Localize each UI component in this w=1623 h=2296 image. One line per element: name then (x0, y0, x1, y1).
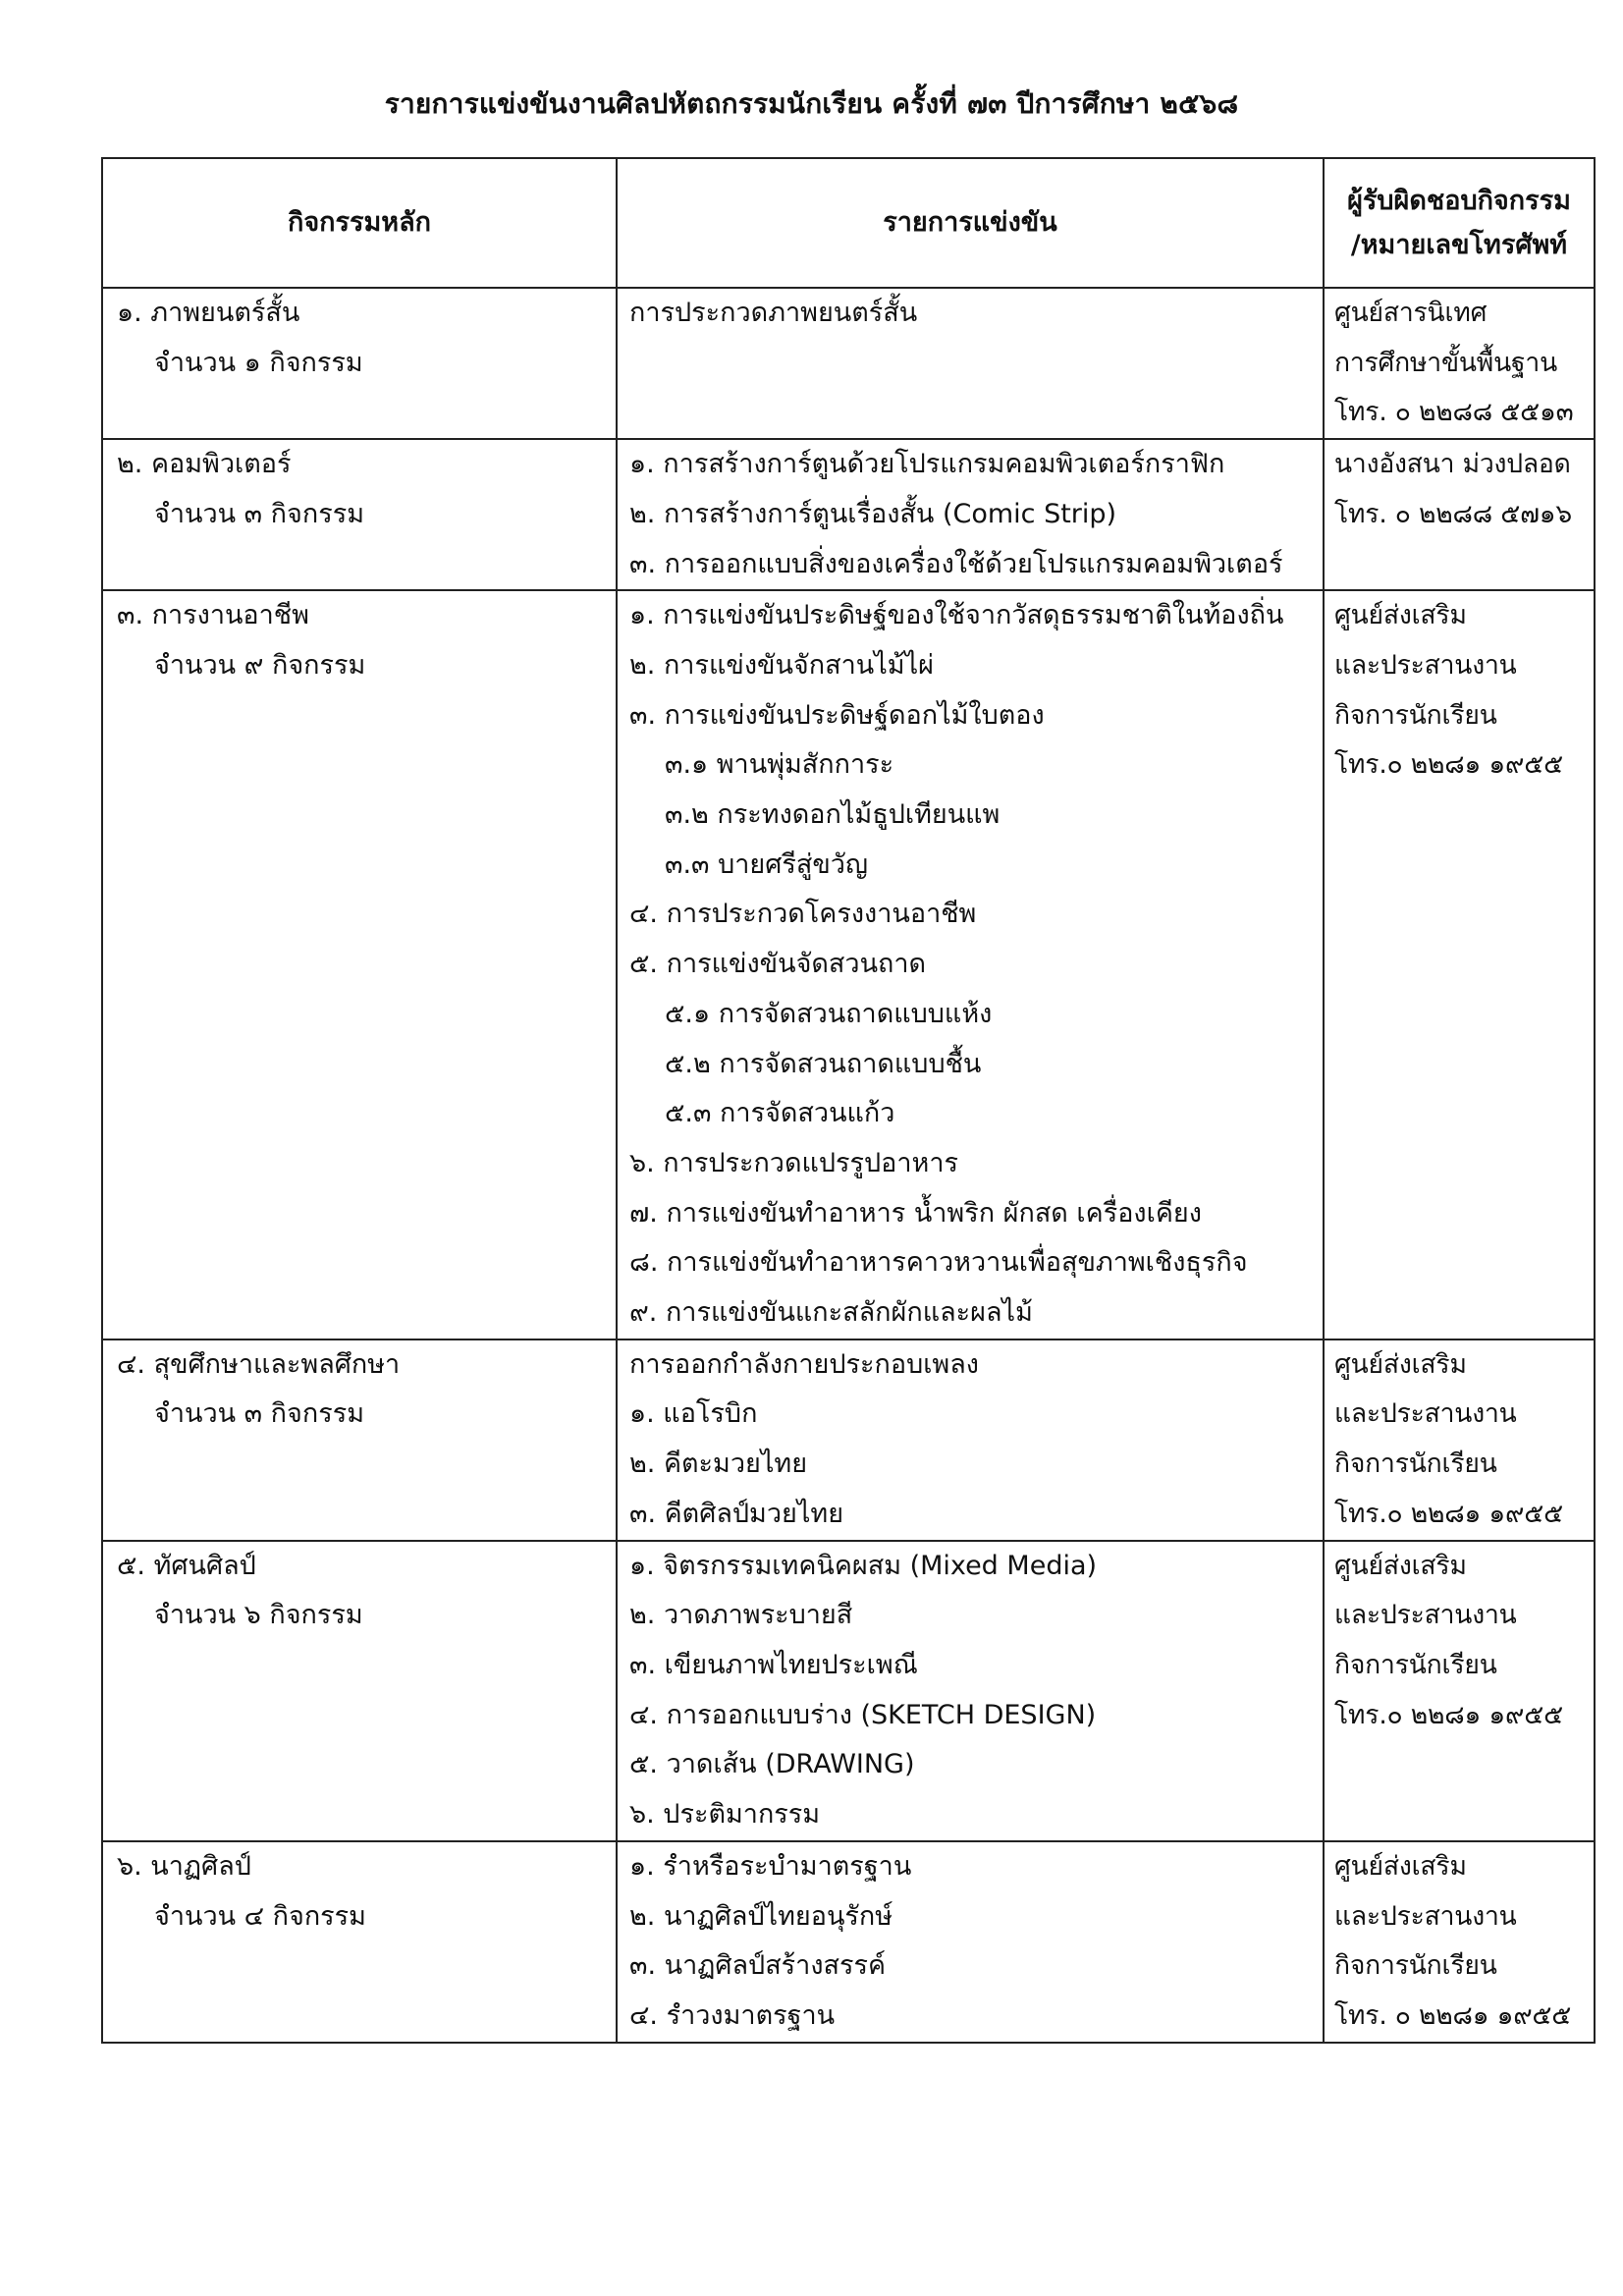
competition-table (101, 157, 1596, 2044)
table-row (102, 439, 1595, 590)
responsible-cell (1324, 439, 1595, 590)
competition-item: การออกกำลังกายประกอบเพลง (629, 1348, 979, 1380)
competition-item: ๒. นาฏศิลป์ไทยอนุรักษ์ (629, 1900, 893, 1932)
competition-items-cell (617, 439, 1324, 590)
main-activity-cell (102, 1841, 617, 2043)
responsible-line: กิจการนักเรียน (1334, 1950, 1497, 1982)
responsible-cell (1324, 1541, 1595, 1841)
competition-item: ๒. วาดภาพระบายสี (629, 1600, 853, 1631)
competition-item: ๑. การสร้างการ์ตูนด้วยโปรแกรมคอมพิวเตอร์กราฟิก (629, 449, 1225, 480)
competition-items-cell (617, 1339, 1324, 1541)
responsible-line: โทร.๐ ๒๒๘๑ ๑๙๕๕ (1334, 1699, 1563, 1730)
competition-items-cell (617, 1541, 1324, 1841)
main-activity-cell (102, 288, 617, 439)
competition-subitem: ๕.๑ การจัดสวนถาดแบบแห้ง (665, 998, 993, 1029)
activity-count: จำนวน ๓ กิจกรรม (154, 498, 364, 529)
main-activity-cell (102, 1541, 617, 1841)
responsible-line: กิจการนักเรียน (1334, 1449, 1497, 1480)
competition-item: ๔. การออกแบบร่าง (SKETCH DESIGN) (629, 1699, 1097, 1730)
header-responsible-line1: ผู้รับผิดชอบกิจกรรม (1347, 186, 1571, 216)
responsible-line: โทร. ๐ ๒๒๘๘ ๕๗๑๖ (1334, 498, 1573, 529)
competition-subitem: ๓.๓ บายศรีสู่ขวัญ (665, 848, 868, 880)
responsible-line: ศูนย์ส่งเสริม (1334, 600, 1467, 631)
competition-item: ๙. การแข่งขันแกะสลักผักและผลไม้ (629, 1297, 1033, 1329)
competition-item: ๓. คีตศิลป์มวยไทย (629, 1498, 844, 1529)
competition-item: ๑. แอโรบิก (629, 1398, 758, 1430)
competition-subitem: ๓.๑ พานพุ่มสักการะ (665, 749, 894, 781)
competition-subitem: ๕.๒ การจัดสวนถาดแบบชื้น (665, 1048, 982, 1079)
main-activity-cell (102, 439, 617, 590)
competition-item: ๓. เขียนภาพไทยประเพณี (629, 1649, 918, 1680)
table-row (102, 1541, 1595, 1841)
table-body (102, 288, 1595, 2043)
competition-item: ๑. รำหรือระบำมาตรฐาน (629, 1850, 912, 1882)
responsible-line: และประสานงาน (1334, 1900, 1517, 1932)
responsible-line: กิจการนักเรียน (1334, 1649, 1497, 1680)
table-header (102, 158, 1595, 288)
activity-count: จำนวน ๓ กิจกรรม (154, 1398, 364, 1430)
responsible-line: โทร. ๐ ๒๒๘๑ ๑๙๕๕ (1334, 1999, 1572, 2031)
main-activity-cell (102, 1339, 617, 1541)
competition-items-cell (617, 590, 1324, 1339)
competition-item: ๔. การประกวดโครงงานอาชีพ (629, 899, 977, 930)
competition-item: ๕. วาดเส้น (DRAWING) (629, 1749, 915, 1780)
main-activity-cell (102, 590, 617, 1339)
main-activity-name: ๖. นาฏศิลป์ (117, 1850, 251, 1882)
competition-subitem: ๓.๒ กระทงดอกไม้ธูปเทียนแพ (665, 799, 1001, 831)
responsible-cell (1324, 1339, 1595, 1541)
responsible-line: ศูนย์สารนิเทศ (1334, 298, 1488, 328)
header-responsible-line2: /หมายเลขโทรศัพท์ (1350, 230, 1568, 260)
activity-count: จำนวน ๙ กิจกรรม (154, 649, 366, 681)
document-title: รายการแข่งขันงานศิลปหัตถกรรมนักเรียน ครั้งที่ ๗๓ ปีการศึกษา ๒๕๖๘ (384, 87, 1239, 120)
competition-item: ๘. การแข่งขันทำอาหารคาวหวานเพื่อสุขภาพเชิงธุรกิจ (629, 1247, 1248, 1279)
main-activity-name: ๕. ทัศนศิลป์ (117, 1550, 256, 1581)
activity-count: จำนวน ๑ กิจกรรม (154, 347, 363, 378)
competition-items-cell (617, 1841, 1324, 2043)
responsible-line: ศูนย์ส่งเสริม (1334, 1550, 1467, 1581)
competition-item: ๓. การออกแบบสิ่งของเครื่องใช้ด้วยโปรแกรมคอมพิวเตอร์ (629, 548, 1283, 579)
competition-subitem: ๕.๓ การจัดสวนแก้ว (665, 1098, 895, 1129)
competition-item: ๔. รำวงมาตรฐาน (629, 1999, 836, 2031)
activity-count: จำนวน ๔ กิจกรรม (154, 1900, 366, 1932)
table-row (102, 1841, 1595, 2043)
header-responsible (1324, 158, 1595, 288)
competition-item: ๒. การสร้างการ์ตูนเรื่องสั้น (Comic Strip) (629, 498, 1117, 529)
competition-item: ๗. การแข่งขันทำอาหาร น้ำพริก ผักสด เครื่องเคียง (629, 1197, 1202, 1229)
responsible-cell (1324, 1841, 1595, 2043)
responsible-line: และประสานงาน (1334, 649, 1517, 681)
competition-item: ๖. การประกวดแปรรูปอาหาร (629, 1147, 959, 1178)
responsible-line: โทร. ๐ ๒๒๘๘ ๕๕๑๓ (1334, 397, 1574, 428)
responsible-line: ศูนย์ส่งเสริม (1334, 1850, 1467, 1882)
competition-item: ๕. การแข่งขันจัดสวนถาด (629, 949, 927, 980)
competition-items-cell (617, 288, 1324, 439)
competition-item: ๓. นาฏศิลป์สร้างสรรค์ (629, 1950, 887, 1982)
table-row (102, 288, 1595, 439)
responsible-line: การศึกษาขั้นพื้นฐาน (1334, 347, 1558, 378)
competition-item: ๒. การแข่งขันจักสานไม้ไผ่ (629, 649, 934, 681)
main-activity-name: ๒. คอมพิวเตอร์ (117, 449, 292, 480)
activity-count: จำนวน ๖ กิจกรรม (154, 1600, 363, 1631)
header-main-activity: กิจกรรมหลัก (102, 158, 617, 288)
responsible-line: นางอังสนา ม่วงปลอด (1334, 449, 1571, 480)
main-activity-name: ๑. ภาพยนตร์สั้น (117, 298, 300, 328)
header-competition-items: รายการแข่งขัน (617, 158, 1324, 288)
responsible-line: ศูนย์ส่งเสริม (1334, 1348, 1467, 1380)
table-row (102, 1339, 1595, 1541)
responsible-line: และประสานงาน (1334, 1600, 1517, 1631)
competition-item: ๒. คีตะมวยไทย (629, 1449, 808, 1480)
responsible-line: โทร.๐ ๒๒๘๑ ๑๙๕๕ (1334, 1498, 1563, 1529)
main-activity-name: ๓. การงานอาชีพ (117, 600, 309, 631)
table-row (102, 590, 1595, 1339)
responsible-line: และประสานงาน (1334, 1398, 1517, 1430)
responsible-cell (1324, 288, 1595, 439)
competition-item: ๑. การแข่งขันประดิษฐ์ของใช้จากวัสดุธรรมชาติในท้องถิ่น (629, 600, 1284, 631)
header-row (102, 158, 1595, 288)
competition-item: ๑. จิตรกรรมเทคนิคผสม (Mixed Media) (629, 1550, 1098, 1581)
main-activity-name: ๔. สุขศึกษาและพลศึกษา (117, 1348, 401, 1380)
responsible-cell (1324, 590, 1595, 1339)
responsible-line: โทร.๐ ๒๒๘๑ ๑๙๕๕ (1334, 749, 1563, 781)
competition-item: ๓. การแข่งขันประดิษฐ์ดอกไม้ใบตอง (629, 699, 1045, 731)
competition-item: การประกวดภาพยนตร์สั้น (629, 298, 918, 328)
responsible-line: กิจการนักเรียน (1334, 699, 1497, 731)
competition-item: ๖. ประติมากรรม (629, 1799, 821, 1831)
